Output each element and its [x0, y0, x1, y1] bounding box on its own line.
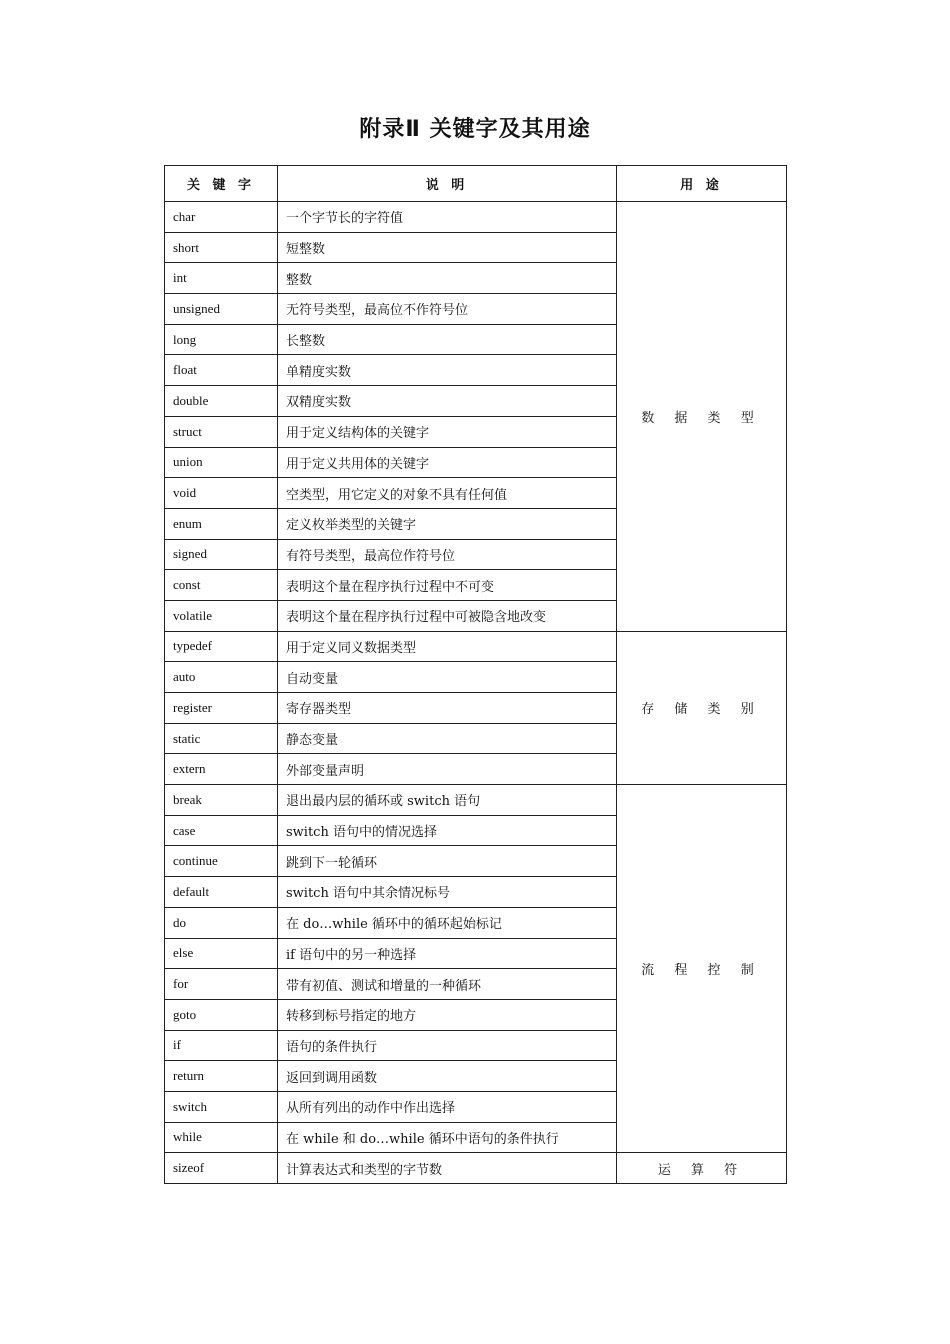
description-cell: 单精度实数 — [278, 355, 617, 386]
keyword-cell: typedef — [165, 631, 278, 662]
description-cell: 表明这个量在程序执行过程中可被隐含地改变 — [278, 600, 617, 631]
keyword-cell: extern — [165, 754, 278, 785]
keyword-cell: while — [165, 1122, 278, 1153]
table-row — [165, 785, 787, 816]
usage-cell: 数 据 类 型 — [617, 202, 787, 632]
description-cell: 短整数 — [278, 232, 617, 263]
description-cell: 用于定义同义数据类型 — [278, 631, 617, 662]
page-title: 附录Ⅱ 关键字及其用途 — [359, 117, 591, 142]
description-cell: switch 语句中其余情况标号 — [278, 877, 617, 908]
table-row — [165, 202, 787, 233]
table-body — [165, 202, 787, 1184]
description-cell: 从所有列出的动作中作出选择 — [278, 1091, 617, 1122]
keyword-cell: union — [165, 447, 278, 478]
keyword-cell: do — [165, 907, 278, 938]
keyword-table — [164, 165, 787, 1184]
description-cell: 长整数 — [278, 324, 617, 355]
keyword-cell: struct — [165, 416, 278, 447]
keyword-cell: int — [165, 263, 278, 294]
description-cell: 一个字节长的字符值 — [278, 202, 617, 233]
description-cell: 计算表达式和类型的字节数 — [278, 1153, 617, 1184]
description-cell: 表明这个量在程序执行过程中不可变 — [278, 570, 617, 601]
keyword-cell: sizeof — [165, 1153, 278, 1184]
keyword-cell: default — [165, 877, 278, 908]
keyword-cell: return — [165, 1061, 278, 1092]
description-cell: 带有初值、测试和增量的一种循环 — [278, 969, 617, 1000]
keyword-cell: if — [165, 1030, 278, 1061]
keyword-cell: static — [165, 723, 278, 754]
description-cell: 寄存器类型 — [278, 693, 617, 724]
keyword-cell: auto — [165, 662, 278, 693]
keyword-cell: long — [165, 324, 278, 355]
table-row — [165, 1153, 787, 1184]
header-description: 说 明 — [278, 166, 617, 202]
description-cell: 有符号类型，最高位作符号位 — [278, 539, 617, 570]
keyword-cell: case — [165, 815, 278, 846]
keyword-cell: void — [165, 478, 278, 509]
description-cell: 外部变量声明 — [278, 754, 617, 785]
keyword-cell: unsigned — [165, 294, 278, 325]
description-cell: 双精度实数 — [278, 386, 617, 417]
description-cell: 退出最内层的循环或 switch 语句 — [278, 785, 617, 816]
header-keyword: 关 键 字 — [165, 166, 278, 202]
keyword-cell: double — [165, 386, 278, 417]
keyword-cell: register — [165, 693, 278, 724]
description-cell: 无符号类型，最高位不作符号位 — [278, 294, 617, 325]
keyword-cell: break — [165, 785, 278, 816]
usage-cell: 存 储 类 别 — [617, 631, 787, 784]
description-cell: 语句的条件执行 — [278, 1030, 617, 1061]
keyword-cell: continue — [165, 846, 278, 877]
description-cell: 在 while 和 do…while 循环中语句的条件执行 — [278, 1122, 617, 1153]
keyword-cell: goto — [165, 999, 278, 1030]
description-cell: 定义枚举类型的关键字 — [278, 508, 617, 539]
keyword-cell: short — [165, 232, 278, 263]
description-cell: 整数 — [278, 263, 617, 294]
header-usage: 用 途 — [617, 166, 787, 202]
usage-cell: 流 程 控 制 — [617, 785, 787, 1153]
keyword-cell: const — [165, 570, 278, 601]
table-row — [165, 631, 787, 662]
description-cell: 转移到标号指定的地方 — [278, 999, 617, 1030]
keyword-cell: char — [165, 202, 278, 233]
description-cell: 返回到调用函数 — [278, 1061, 617, 1092]
description-cell: 用于定义结构体的关键字 — [278, 416, 617, 447]
description-cell: 跳到下一轮循环 — [278, 846, 617, 877]
keyword-cell: switch — [165, 1091, 278, 1122]
keyword-cell: enum — [165, 508, 278, 539]
description-cell: 用于定义共用体的关键字 — [278, 447, 617, 478]
keyword-cell: else — [165, 938, 278, 969]
description-cell: switch 语句中的情况选择 — [278, 815, 617, 846]
description-cell: 静态变量 — [278, 723, 617, 754]
description-cell: 自动变量 — [278, 662, 617, 693]
keyword-cell: signed — [165, 539, 278, 570]
description-cell: 在 do…while 循环中的循环起始标记 — [278, 907, 617, 938]
keyword-cell: for — [165, 969, 278, 1000]
usage-cell: 运 算 符 — [617, 1153, 787, 1184]
keyword-cell: volatile — [165, 600, 278, 631]
description-cell: if 语句中的另一种选择 — [278, 938, 617, 969]
table-header-row — [165, 166, 787, 202]
description-cell: 空类型，用它定义的对象不具有任何值 — [278, 478, 617, 509]
keyword-cell: float — [165, 355, 278, 386]
